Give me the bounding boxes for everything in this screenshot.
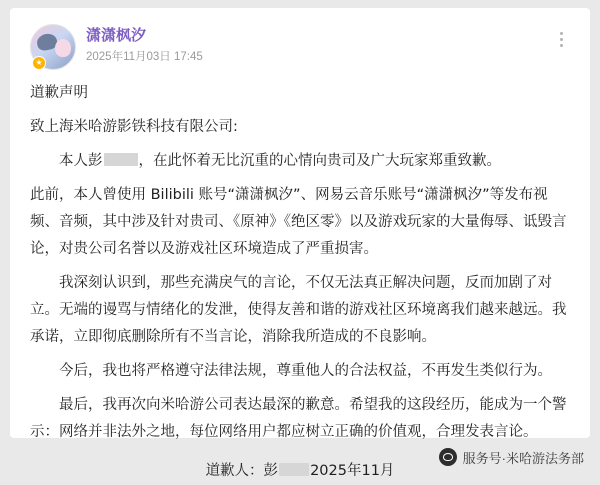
post-body <box>30 80 570 485</box>
post-paragraph-reflection: 我深刻认识到，那些充满戾气的言论，不仅无法真正解决问题，反而加剧了对立。无端的谩骂与情绪化的发泄，使得友善和谐的游戏社区环境离我们越来越远。我承诺，立即彻底删除所有不当言论，消除我所造成的不良影响。 <box>30 275 567 345</box>
post-paragraph-background: 此前，本人曾使用 Bilibili 账号“潇潇枫汐”、网易云音乐账号“潇潇枫汐”等发布视频、音频，其中涉及针对贵司、《原神》《绝区零》以及游戏玩家的大量侮辱、诋毁言论，对贵公司名誉以及游戏社区环境造成了严重损害。 <box>30 187 567 257</box>
mihoyo-logo-icon <box>439 448 457 466</box>
post-paragraph-addressee: 致上海米哈游影铁科技有限公司: <box>30 119 238 135</box>
post-timestamp: 2025年11月03日 17:45 <box>86 51 203 63</box>
more-options-icon[interactable] <box>552 24 570 50</box>
signature-date: 2025年11月 <box>310 463 395 479</box>
paragraph-text-part: ，在此怀着无比沉重的心情向贵司及广大玩家郑重致歉。 <box>138 153 501 169</box>
paragraph-text-part: 本人彭 <box>59 153 103 169</box>
redaction-block <box>104 153 138 166</box>
avatar[interactable] <box>30 24 76 70</box>
footer-bar <box>0 439 600 475</box>
footer-account[interactable] <box>439 448 584 467</box>
avatar-shape-secondary <box>55 39 71 57</box>
post-header <box>30 24 570 74</box>
author-name[interactable]: 潇潇枫汐 <box>86 27 147 44</box>
more-dot <box>560 44 563 47</box>
footer-account-label: 服务号·米哈游法务部 <box>462 450 584 466</box>
post-paragraph-closing: 最后，我再次向米哈游公司表达最深的歉意。希望我的这段经历，能成为一个警示：网络并非法外之地，每位网络用户都应树立正确的价值观，合理发表言论。 <box>30 397 567 440</box>
more-dot <box>560 32 563 35</box>
post-title: 道歉声明 <box>30 85 88 101</box>
more-dot <box>560 38 563 41</box>
post-author-block <box>86 24 203 66</box>
signature-prefix: 道歉人：彭 <box>205 463 279 479</box>
post-paragraph-apology <box>30 148 570 175</box>
post-paragraph-commitment: 今后，我也将严格遵守法律法规，尊重他人的合法权益，不再发生类似行为。 <box>59 363 552 379</box>
avatar-badge-icon: ★ <box>32 56 46 70</box>
